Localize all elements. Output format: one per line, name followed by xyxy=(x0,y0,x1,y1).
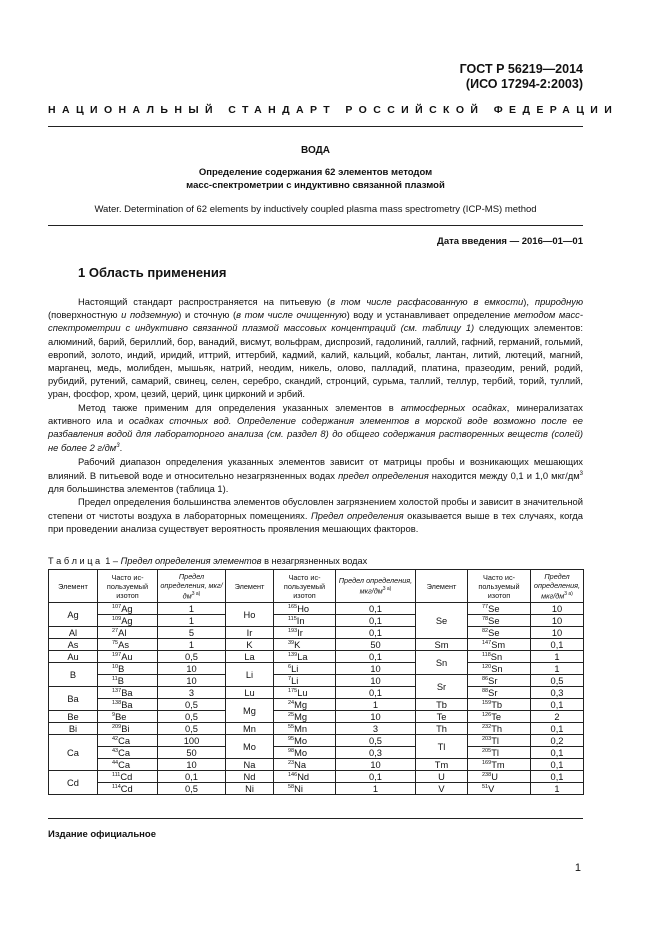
mass-number: 175 xyxy=(288,687,298,694)
mass-number: 51 xyxy=(482,783,489,790)
mass-number: 7 xyxy=(288,675,292,682)
element-cell: La xyxy=(226,651,274,663)
header-element: Элемент xyxy=(49,570,98,603)
mass-number: 55 xyxy=(288,723,295,730)
isotope-cell xyxy=(274,699,336,711)
isotope-cell xyxy=(468,771,531,783)
isotope-cell xyxy=(274,735,336,747)
table-row xyxy=(49,675,584,687)
isotope-symbol: Ag xyxy=(121,615,133,626)
mass-number: 238 xyxy=(482,771,492,778)
limit-cell: 0,3 xyxy=(336,747,416,759)
isotope-cell xyxy=(98,687,158,699)
isotope-symbol: Sm xyxy=(491,639,506,650)
isotope-symbol: As xyxy=(118,639,129,650)
element-cell: Mo xyxy=(226,735,274,759)
limit-cell: 0,5 xyxy=(158,699,226,711)
isotope-symbol: Li xyxy=(291,675,299,686)
document-designation xyxy=(460,62,583,92)
limit-cell: 1 xyxy=(336,783,416,795)
isotope-cell xyxy=(98,639,158,651)
national-standard-heading: НАЦИОНАЛЬНЫЙ СТАНДАРТ РОССИЙСКОЙ ФЕДЕРАЦИИ xyxy=(48,104,619,116)
isotope-symbol: Sr xyxy=(488,687,498,698)
isotope-symbol: Mn xyxy=(294,723,308,734)
element-cell: Ag xyxy=(49,603,98,627)
element-cell: Mn xyxy=(226,723,274,735)
isotope-cell xyxy=(98,603,158,615)
element-cell: Li xyxy=(226,663,274,687)
limit-cell: 1 xyxy=(531,783,584,795)
limit-cell: 1 xyxy=(531,651,584,663)
table-row xyxy=(49,711,584,723)
limit-cell: 50 xyxy=(336,639,416,651)
mass-number: 147 xyxy=(482,639,492,646)
detection-limits-table xyxy=(48,569,584,795)
limit-cell: 0,1 xyxy=(158,771,226,783)
isotope-cell xyxy=(98,651,158,663)
limit-cell: 10 xyxy=(158,759,226,771)
mass-number: 205 xyxy=(482,747,492,754)
element-cell: Au xyxy=(49,651,98,663)
isotope-symbol: Ir xyxy=(297,627,303,638)
element-cell: Mg xyxy=(226,699,274,723)
mass-number: 39 xyxy=(288,639,295,646)
header-isotope: Часто ис-пользуемый изотоп xyxy=(98,570,158,603)
isotope-symbol: Sn xyxy=(491,663,503,674)
limit-cell: 0,5 xyxy=(531,675,584,687)
mass-number: 23 xyxy=(288,759,295,766)
limit-cell: 0,3 xyxy=(531,687,584,699)
table-row xyxy=(49,651,584,663)
limit-cell: 0,5 xyxy=(158,651,226,663)
document-subtitle xyxy=(48,166,583,192)
table-row xyxy=(49,663,584,675)
mass-number: 44 xyxy=(112,759,119,766)
header-limit: Предел определения, мкг/$дм^{3 а)}$ xyxy=(158,570,226,603)
paragraph-4: Предел определения большинства элементов обусловлен загрязнением холостой пробы и зависит в значительной степени от чистоты воздуха в лабораторных помещениях. Предел определения оказывается выше в тех случаях, когда при проведении анализа существует вероятность проявления мешающих факторов. xyxy=(48,496,583,534)
isotope-symbol: Al xyxy=(118,627,127,638)
table-row xyxy=(49,759,584,771)
mass-number: 109 xyxy=(112,615,122,622)
table-row xyxy=(49,615,584,627)
limit-cell: 10 xyxy=(531,603,584,615)
mass-number: 42 xyxy=(112,735,119,742)
mass-number: 165 xyxy=(288,603,298,610)
isotope-symbol: Tb xyxy=(491,699,503,710)
isotope-symbol: K xyxy=(294,639,301,650)
mass-number: 78 xyxy=(482,615,489,622)
element-cell: Ni xyxy=(226,783,274,795)
mass-number: 120 xyxy=(482,663,492,670)
isotope-cell xyxy=(98,771,158,783)
element-cell: Lu xyxy=(226,687,274,699)
table-row xyxy=(49,723,584,735)
table-caption: Т а б л и ц а 1 – Предел определения элементов в незагрязненных водах xyxy=(48,556,368,566)
footer-divider xyxy=(48,818,583,819)
limit-cell: 0,1 xyxy=(336,651,416,663)
limit-cell: 1 xyxy=(158,603,226,615)
isotope-cell xyxy=(98,783,158,795)
mass-number: 10 xyxy=(112,663,119,670)
limit-cell: 0,1 xyxy=(531,771,584,783)
gost-number: ГОСТ Р 56219—2014 xyxy=(459,62,583,76)
mass-number: 114 xyxy=(112,783,121,790)
isotope-cell xyxy=(468,639,531,651)
limit-cell: 10 xyxy=(158,675,226,687)
mass-number: 107 xyxy=(112,603,122,610)
isotope-symbol: La xyxy=(297,651,308,662)
introduction-date: Дата введения — 2016—01—01 xyxy=(437,236,583,247)
limit-cell: 50 xyxy=(158,747,226,759)
isotope-cell xyxy=(274,759,336,771)
element-cell: U xyxy=(416,771,468,783)
page-number: 1 xyxy=(574,862,581,874)
isotope-cell xyxy=(468,615,531,627)
isotope-symbol: Ni xyxy=(294,783,303,794)
element-cell: K xyxy=(226,639,274,651)
isotope-symbol: Li xyxy=(291,663,299,674)
isotope-cell xyxy=(274,723,336,735)
limit-cell: 10 xyxy=(336,711,416,723)
isotope-symbol: B xyxy=(118,663,125,674)
element-cell: Sr xyxy=(416,675,468,699)
mass-number: 159 xyxy=(482,699,492,706)
document-title: ВОДА xyxy=(301,145,330,156)
limit-cell: 0,1 xyxy=(531,639,584,651)
isotope-cell xyxy=(274,771,336,783)
limit-cell: 0,1 xyxy=(531,699,584,711)
mass-number: 139 xyxy=(288,651,298,658)
table-row xyxy=(49,639,584,651)
header-element: Элемент xyxy=(416,570,468,603)
isotope-symbol: Ho xyxy=(297,603,310,614)
mass-number: 86 xyxy=(482,675,489,682)
isotope-symbol: Sr xyxy=(488,675,498,686)
isotope-cell xyxy=(98,735,158,747)
table-row xyxy=(49,699,584,711)
isotope-symbol: Bi xyxy=(121,723,130,734)
element-cell: Te xyxy=(416,711,468,723)
limit-cell: 0,5 xyxy=(336,735,416,747)
limit-cell: 0,1 xyxy=(531,759,584,771)
mass-number: 115 xyxy=(288,615,297,622)
element-cell: V xyxy=(416,783,468,795)
mass-number: 88 xyxy=(482,687,489,694)
limit-cell: 0,1 xyxy=(336,603,416,615)
element-cell: B xyxy=(49,663,98,687)
limit-cell: 0,1 xyxy=(531,747,584,759)
isotope-cell xyxy=(274,603,336,615)
english-title: Water. Determination of 62 elements by inductively coupled plasma mass spectrometry (ICP-MS) method xyxy=(94,204,537,215)
isotope-cell xyxy=(468,783,531,795)
isotope-symbol: Tl xyxy=(491,747,499,758)
limit-cell: 0,1 xyxy=(336,687,416,699)
mass-number: 25 xyxy=(288,711,295,718)
mass-number: 9 xyxy=(112,711,116,718)
isotope-symbol: Nd xyxy=(297,771,310,782)
table-row xyxy=(49,783,584,795)
mass-number: 138 xyxy=(112,699,122,706)
paragraph-1: Настоящий стандарт распространяется на питьевую (в том числе расфасованную в емкости), природную (поверхностную и подземную) и сточную (в том числе очищенную) воду и устанавливает определение методом масс-спектрометрии с индуктивно связанной плазмой массовых концентраций (см. таблицу 1) следующих элементов: алюминий, барий, бериллий, бор, ванадий, висмут, вольфрам, диспрозий, гадолиний, галлий, гафний, германий, гольмий, европий, золото, индий, иридий, иттрий, иттербий, кадмий, калий, кальций, кобальт, лантан, литий, лютеций, магний, марганец, медь, молибден, мышьяк, натрий, неодим, никель, олово, палладий, платина, празеодим, рений, родий, рубидий, рутений, самарий, свинец, селен, серебро, скандий, стронций, сурьма, таллий, теллур, тербий, торий, туллий, уран, фосфор, хром, цезий, церий, цинк цирконий и эрбий. xyxy=(48,296,583,400)
element-cell: Na xyxy=(226,759,274,771)
isotope-cell xyxy=(468,627,531,639)
mass-number: 209 xyxy=(112,723,122,730)
mass-number: 203 xyxy=(482,735,492,742)
isotope-symbol: Se xyxy=(488,603,500,614)
table-row xyxy=(49,747,584,759)
limit-cell: 0,5 xyxy=(158,711,226,723)
isotope-symbol: B xyxy=(117,675,124,686)
element-cell: Th xyxy=(416,723,468,735)
isotope-symbol: In xyxy=(296,615,305,626)
limit-cell: 0,1 xyxy=(336,771,416,783)
isotope-cell xyxy=(468,735,531,747)
isotope-symbol: Ag xyxy=(121,603,133,614)
limit-cell: 10 xyxy=(531,627,584,639)
header-element: Элемент xyxy=(226,570,274,603)
isotope-symbol: Se xyxy=(488,615,500,626)
isotope-symbol: Tl xyxy=(491,735,499,746)
isotope-symbol: U xyxy=(491,771,498,782)
limit-cell: 10 xyxy=(336,759,416,771)
header-isotope: Часто ис-пользуемый изотоп xyxy=(274,570,336,603)
isotope-cell xyxy=(98,723,158,735)
isotope-symbol: Te xyxy=(491,711,502,722)
element-cell: Ba xyxy=(49,687,98,711)
isotope-cell xyxy=(274,639,336,651)
isotope-symbol: Se xyxy=(488,627,500,638)
isotope-cell xyxy=(468,687,531,699)
limit-cell: 0,5 xyxy=(158,783,226,795)
isotope-cell xyxy=(274,627,336,639)
limit-cell: 10 xyxy=(336,663,416,675)
mass-number: 146 xyxy=(288,771,298,778)
isotope-symbol: Ba xyxy=(121,699,133,710)
element-cell: As xyxy=(49,639,98,651)
limit-cell: 1 xyxy=(158,639,226,651)
isotope-cell xyxy=(468,651,531,663)
isotope-cell xyxy=(468,723,531,735)
isotope-cell xyxy=(468,663,531,675)
isotope-cell xyxy=(274,663,336,675)
table-row xyxy=(49,687,584,699)
mass-number: 118 xyxy=(482,651,491,658)
mass-number: 193 xyxy=(288,627,298,634)
isotope-cell xyxy=(468,711,531,723)
element-cell: Al xyxy=(49,627,98,639)
table-row xyxy=(49,603,584,615)
element-cell: Bi xyxy=(49,723,98,735)
mass-number: 11 xyxy=(112,675,118,682)
isotope-symbol: Lu xyxy=(297,687,308,698)
isotope-cell xyxy=(98,699,158,711)
isotope-symbol: Au xyxy=(121,651,133,662)
isotope-cell xyxy=(98,627,158,639)
header-limit: Предел определения, мкг/$дм^{3 а)}$ xyxy=(531,570,584,603)
isotope-cell xyxy=(468,603,531,615)
header-divider xyxy=(48,126,583,127)
isotope-symbol: Mo xyxy=(294,735,308,746)
limit-cell: 10 xyxy=(336,675,416,687)
limit-cell: 5 xyxy=(158,627,226,639)
isotope-symbol: Mo xyxy=(294,747,308,758)
mass-number: 137 xyxy=(112,687,122,694)
subtitle-line-2: масс-спектрометрии с индуктивно связанной плазмой xyxy=(186,180,445,191)
paragraph-3: Рабочий диапазон определения указанных элементов зависит от матрицы пробы и возникающих мешающих влияний. В питьевой воде и относительно незагрязненных водах предел определения находится между 0,1 и 1,0 мкг/$дм^3$ для большинства элементов (таблица 1). xyxy=(48,455,583,495)
subtitle-line-1: Определение содержания 62 элементов методом xyxy=(198,167,433,178)
limit-cell: 1 xyxy=(158,615,226,627)
isotope-symbol: Th xyxy=(491,723,503,734)
isotope-symbol: Tm xyxy=(491,759,505,770)
mass-number: 27 xyxy=(112,627,119,634)
isotope-cell xyxy=(274,651,336,663)
title-divider xyxy=(48,225,583,226)
isotope-symbol: Cd xyxy=(120,771,133,782)
mass-number: 75 xyxy=(112,639,119,646)
mass-number: 169 xyxy=(482,759,492,766)
isotope-cell xyxy=(98,663,158,675)
mass-number: 77 xyxy=(482,603,489,610)
limit-cell: 10 xyxy=(158,663,226,675)
element-cell: Ir xyxy=(226,627,274,639)
limit-cell: 0,2 xyxy=(531,735,584,747)
element-cell: Tl xyxy=(416,735,468,759)
isotope-symbol: Ca xyxy=(118,759,131,770)
limit-cell: 3 xyxy=(336,723,416,735)
limit-cell: 0,1 xyxy=(336,627,416,639)
isotope-cell xyxy=(468,699,531,711)
isotope-cell xyxy=(274,615,336,627)
mass-number: 98 xyxy=(288,747,295,754)
element-cell: Cd xyxy=(49,771,98,795)
iso-number: (ИСО 17294-2:2003) xyxy=(465,77,583,91)
table-header-row xyxy=(49,570,584,603)
isotope-symbol: V xyxy=(488,783,495,794)
isotope-symbol: Ca xyxy=(118,747,131,758)
isotope-cell xyxy=(274,747,336,759)
mass-number: 95 xyxy=(288,735,295,742)
element-cell: Be xyxy=(49,711,98,723)
limit-cell: 1 xyxy=(336,699,416,711)
table-row xyxy=(49,771,584,783)
limit-cell: 0,1 xyxy=(531,723,584,735)
isotope-cell xyxy=(98,711,158,723)
isotope-cell xyxy=(468,759,531,771)
isotope-cell xyxy=(274,711,336,723)
element-cell: Tb xyxy=(416,699,468,711)
limit-cell: 2 xyxy=(531,711,584,723)
element-cell: Nd xyxy=(226,771,274,783)
isotope-symbol: Mg xyxy=(294,711,308,722)
element-cell: Ho xyxy=(226,603,274,627)
section-title: 1 Область применения xyxy=(78,265,227,280)
isotope-cell xyxy=(274,687,336,699)
paragraph-2: Метод также применим для определения указанных элементов в атмосферных осадках, минерализатах активного ила и осадках сточных вод. Определение содержания элементов в морской воде возможно после ее разбавления водой для лабораторного анализа (см. раздел 8) до общего содержания растворенных веществ (солей) не более 2 $г/дм^3$. xyxy=(48,401,583,454)
isotope-cell xyxy=(98,747,158,759)
mass-number: 111 xyxy=(112,771,121,778)
table-row xyxy=(49,627,584,639)
limit-cell: 3 xyxy=(158,687,226,699)
header-limit: Предел определения, мкг/$дм^{3 а)}$ xyxy=(336,570,416,603)
mass-number: 82 xyxy=(482,627,489,634)
isotope-symbol: Mg xyxy=(294,699,308,710)
element-cell: Se xyxy=(416,603,468,639)
mass-number: 126 xyxy=(482,711,492,718)
mass-number: 6 xyxy=(288,663,292,670)
mass-number: 232 xyxy=(482,723,492,730)
element-cell: Tm xyxy=(416,759,468,771)
table-row xyxy=(49,735,584,747)
isotope-symbol: Ba xyxy=(121,687,133,698)
mass-number: 58 xyxy=(288,783,295,790)
isotope-cell xyxy=(468,747,531,759)
isotope-cell xyxy=(98,759,158,771)
element-cell: Ca xyxy=(49,735,98,771)
isotope-cell xyxy=(468,675,531,687)
mass-number: 43 xyxy=(112,747,119,754)
isotope-cell xyxy=(98,615,158,627)
element-cell: Sn xyxy=(416,651,468,675)
element-cell: Sm xyxy=(416,639,468,651)
section-body xyxy=(48,295,583,535)
header-isotope: Часто ис-пользуемый изотоп xyxy=(468,570,531,603)
limit-cell: 0,1 xyxy=(336,615,416,627)
limit-cell: 10 xyxy=(531,615,584,627)
limit-cell: 0,5 xyxy=(158,723,226,735)
isotope-symbol: Be xyxy=(115,711,127,722)
limit-cell: 100 xyxy=(158,735,226,747)
isotope-symbol: Sn xyxy=(490,651,503,662)
limit-cell: 1 xyxy=(531,663,584,675)
official-edition-label: Издание официальное xyxy=(48,829,156,840)
isotope-symbol: Na xyxy=(294,759,307,770)
mass-number: 197 xyxy=(112,651,122,658)
isotope-cell xyxy=(98,675,158,687)
isotope-symbol: Ca xyxy=(118,735,131,746)
isotope-symbol: Cd xyxy=(120,783,133,794)
isotope-cell xyxy=(274,783,336,795)
isotope-cell xyxy=(274,675,336,687)
mass-number: 24 xyxy=(288,699,295,706)
